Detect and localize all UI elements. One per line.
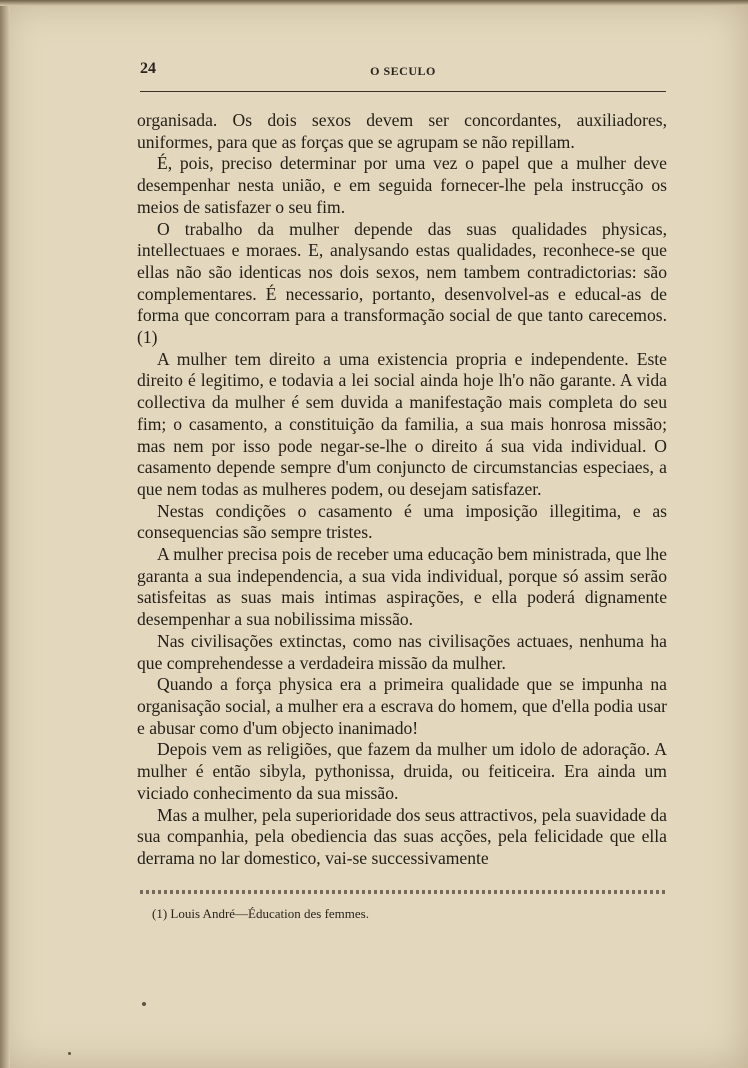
page-left-edge bbox=[0, 0, 10, 1068]
paragraph-10: Mas a mulher, pela superioridade dos seus attractivos, pela suavidade da sua companhia, pela obediencia das suas acções, pela felicidade que ella derrama no lar domestico, vai-se successivamente bbox=[137, 804, 667, 868]
footnote: (1) Louis André—Éducation des femmes. bbox=[152, 906, 369, 921]
paper-speck bbox=[142, 1002, 146, 1006]
paragraph-9: Depois vem as religiões, que fazem da mulher um idolo de adoração. A mulher é então sibyla, pythonissa, druida, ou feiticeira. Era ainda um viciado conhecimento da sua missão. bbox=[137, 739, 667, 803]
running-title: O SECULO bbox=[370, 64, 436, 78]
paragraph-1: organisada. Os dois sexos devem ser concordantes, auxiliadores, uniformes, para que as forças que se agrupam se não repillam. bbox=[137, 110, 667, 152]
paragraph-2: É, pois, preciso determinar por uma vez o papel que a mulher deve desempenhar nesta união, e em seguida fornecer-lhe pela instrucção os meios de satisfazer o seu fim. bbox=[137, 153, 667, 217]
paragraph-5: Nestas condições o casamento é uma imposição illegitima, e as consequencias são sempre tristes. bbox=[137, 500, 667, 543]
page-number: 24 bbox=[140, 60, 156, 77]
page-top-edge bbox=[0, 0, 748, 6]
paragraph-3: O trabalho da mulher depende das suas qualidades physicas, intellectuaes e moraes. E, analysando estas qualidades, reconhece-se que ellas não são identicas nos dois sexos, nem tambem contradictorias: são complementares. É necessario, portanto, desenvolvel-as e educal-as de forma que concorram para a transformação social de que tanto carecemos. (1) bbox=[137, 218, 667, 348]
header-rule bbox=[140, 91, 666, 92]
paragraph-4: A mulher tem direito a uma existencia propria e independente. Este direito é legitimo, e todavia a lei social ainda hoje lh'o não garante. A vida collectiva da mulher é sem duvida a manifestação mais completa do seu fim; o casamento, a constituição da familia, a sua mais honrosa missão; mas nem por isso pode negar-se-lhe o direito á sua vida individual. O casamento depende sempre d'um conjuncto de circumstancias especiaes, a que nem todas as mulheres podem, ou desejam satisfazer. bbox=[137, 348, 667, 499]
body-text bbox=[137, 110, 667, 870]
paragraph-8: Quando a força physica era a primeira qualidade que se impunha na organisação social, a mulher era a escrava do homem, que d'ella podia usar e abusar como d'um objecto inanimado! bbox=[137, 674, 667, 738]
footnote-rule bbox=[140, 890, 666, 894]
page-header bbox=[140, 60, 666, 88]
paragraph-6: A mulher precisa pois de receber uma educação bem ministrada, que lhe garanta a sua independencia, a sua vida individual, porque só assim serão satisfeitas as suas mais intimas aspirações, e ella poderá dignamente desempenhar a sua nobilissima missão. bbox=[137, 544, 667, 630]
paragraph-7: Nas civilisações extinctas, como nas civilisações actuaes, nenhuma ha que comprehendesse a verdadeira missão da mulher. bbox=[137, 630, 667, 673]
paper-speck bbox=[68, 1052, 71, 1055]
